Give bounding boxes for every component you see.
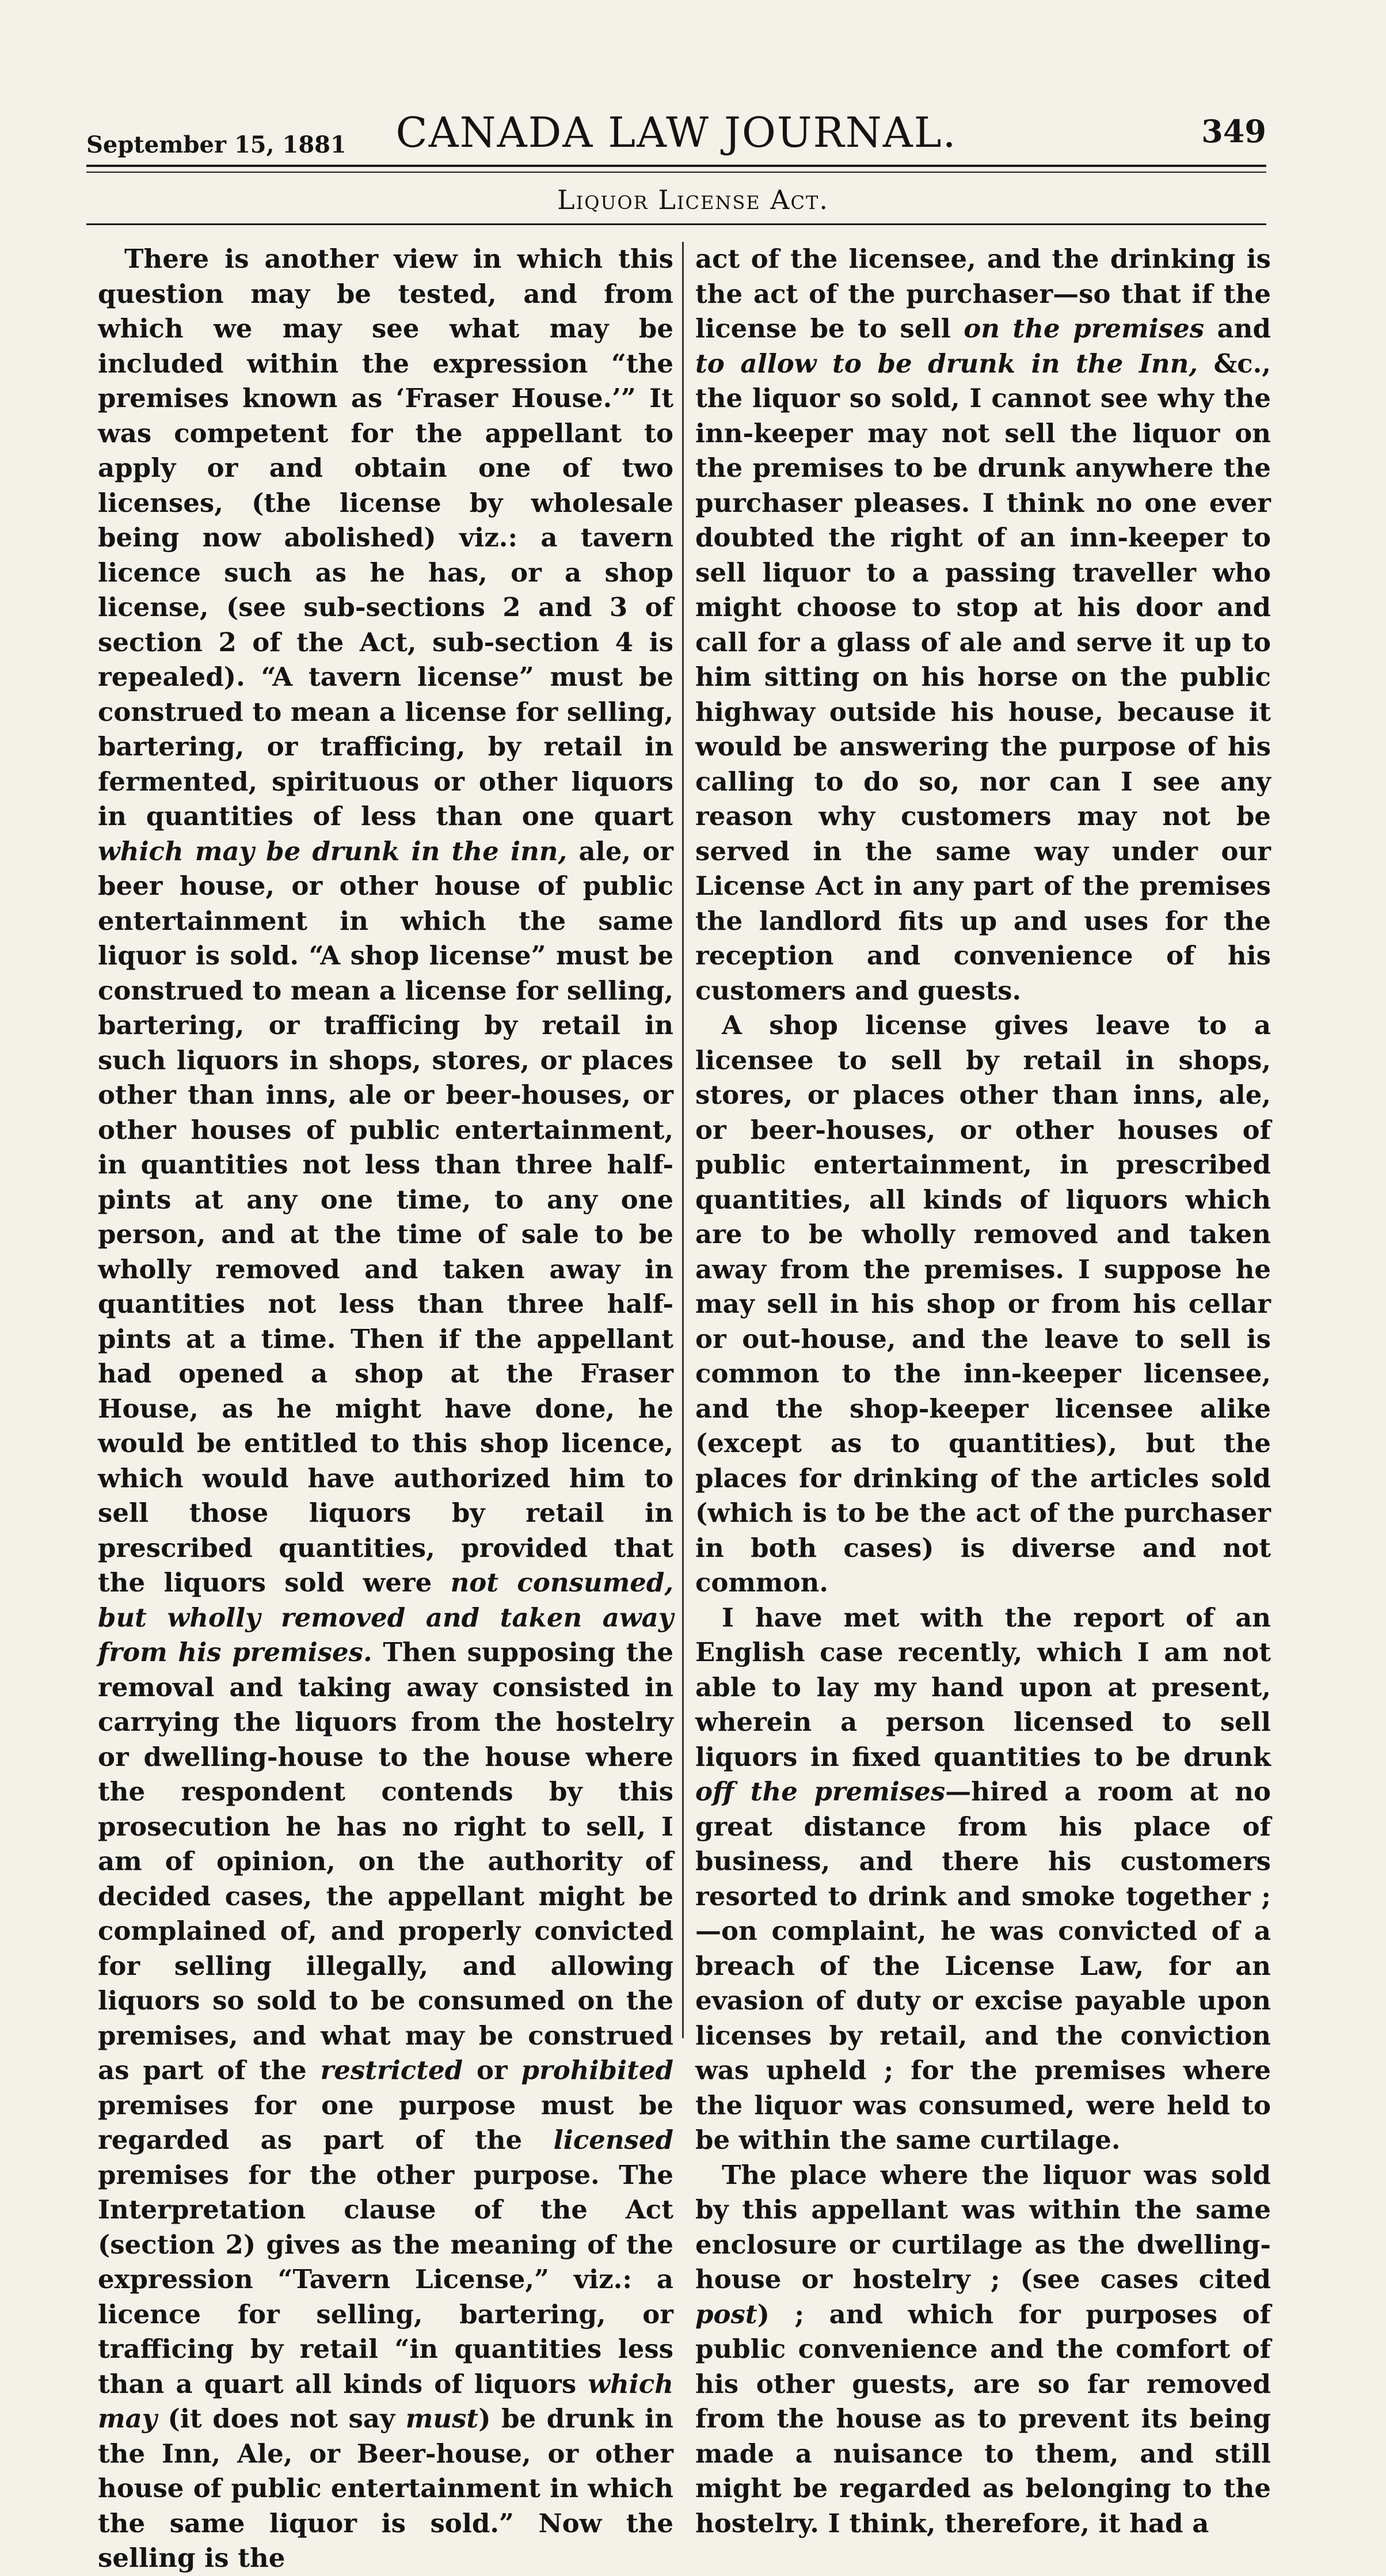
journal-title: CANADA LAW JOURNAL.: [395, 108, 957, 157]
section-title: Liquor License Act.: [557, 184, 829, 215]
text-run: Then supposing the removal and taking away consisted in carrying the liquors from the hostelry or dwelling-house to the house where the respondent contends by this prosecution he has no right to sell, I am of opinion, on the authority of decided cases, the appellant might be complained of, and properly convicted for selling illegally, and allowing liquors so sold to be consumed on the premises, and what may be construed as part of the: [98, 1637, 674, 2085]
right-paragraph-2: A shop license gives leave to a licensee to sell by retail in shops, stores, or places other than inns, ale, or beer-houses, or other houses of public entertainment, in prescribed quantities, all kinds of liquors which are to be wholly removed and taken away from the premises. I suppose he may sell in his shop or from his cellar or out-house, and the leave to sell is common to the inn-keeper licensee, and the shop-keeper licensee alike (except as to quantities), but the places for drinking of the articles sold (which is to be the act of the purchaser in both cases) is diverse and not common.: [695, 1010, 1271, 1598]
italic-run: licensed: [553, 2125, 673, 2155]
right-paragraph-3: [695, 1601, 1271, 2158]
text-run: or: [463, 2055, 521, 2085]
issue-date: September 15, 1881: [86, 131, 346, 158]
italic-run: to allow to be drunk in the Inn,: [695, 348, 1198, 379]
italic-run: must: [405, 2403, 479, 2434]
column-divider: [682, 242, 684, 2038]
text-run: act of the licensee, and the drinking is the act of the purchaser—so that if the license be to sell: [695, 244, 1271, 344]
text-run: premises for the other purpose. The Interpretation clause of the Act (section 2) gives as the meaning of the expression “Tavern License,” viz.: a licence for selling, bartering, or trafficing by retail “in quantities less than a quart all kinds of liquors: [98, 2159, 673, 2399]
header-rule-top: [86, 165, 1266, 167]
left-column: [98, 242, 673, 2576]
italic-run: post: [695, 2298, 757, 2330]
text-run: and: [1204, 313, 1271, 344]
text-run: premises for one purpose must be regarded as part of the: [98, 2089, 673, 2155]
text-run: There is another view in which this question may be tested, and from which we may see what may be included within the expression “the premises known as ‘Fraser House.’” It was competent for the appellant to apply or and obtain one of two licenses, (the license by wholesale being now abolished) viz.: a tavern licence such as he has, or a shop license, (see sub-sections 2 and 3 of section 2 of the Act, sub-section 4 is repealed). “A tavern license” must be construed to mean a license for selling, bartering, or trafficing, by retail in fermented, spirituous or other liquors in quantities of less than one quart: [98, 244, 673, 831]
text-run: ale, or beer house, or other house of public entertainment in which the same liquor is sold. “A shop license” must be construed to mean a license for selling, bartering, or trafficing by retail in such liquors in shops, stores, or places other than inns, ale or beer-houses, or other houses of public entertainment, in quantities not less than three half-pints at any one time, to any one person, and at the time of sale to be wholly removed and taken away in quantities not less than three half-pints at a time. Then if the appellant had opened a shop at the Fraser House, as he might have done, he would be entitled to this shop licence, which would have authorized him to sell those liquors by retail in prescribed quantities, provided that the liquors sold were: [98, 835, 673, 1598]
header-rule-bottom: [86, 172, 1266, 173]
text-run: ) ; and which for purposes of public convenience and the comfort of his other guests, are so far removed from the house as to prevent its being made a nuisance to them, and still might be regarded as belonging to the hostelry. I think, therefore, it had a: [695, 2298, 1271, 2539]
text-run: —hired a room at no great distance from his place of business, and there his customers resorted to drink and smoke together ;—on complaint, he was convicted of a breach of the License Law, for an evasion of duty or excise payable upon licenses by retail, and the conviction was upheld ; for the premises where the liquor was consumed, were held to be within the same curtilage.: [695, 1776, 1271, 2155]
italic-run: restricted: [320, 2055, 463, 2085]
right-column: [695, 242, 1271, 2541]
italic-run: off the premises: [695, 1776, 946, 1807]
italic-run: on the premises: [964, 313, 1205, 344]
italic-run: prohibited: [521, 2055, 673, 2085]
page-number: 349: [1201, 113, 1266, 150]
running-head: [86, 108, 1266, 172]
left-paragraph-1: [98, 242, 673, 2576]
text-run: &c., the liquor so sold, I cannot see why the inn-keeper may not sell the liquor on the premises to be drunk anywhere the purchaser pleases. I think no one ever doubted the right of an inn-keeper to sell liquor to a passing traveller who might choose to stop at his door and call for a glass of ale and serve it up to him sitting on his horse on the public highway outside his house, because it would be answering the purpose of his calling to do so, nor can I see any reason why customers may not be served in the same way under our License Act in any part of the premises the landlord fits up and uses for the reception and convenience of his customers and guests.: [695, 348, 1271, 1006]
section-rule: [86, 223, 1266, 225]
text-run: The place where the liquor was sold by this appellant was within the same enclosure or curtilage as the dwelling-house or hostelry ; (see cases cited: [695, 2159, 1271, 2294]
italic-run: not consumed, but wholly removed and taken away from his premises.: [98, 1567, 673, 1667]
text-run: ) be drunk in the Inn, Ale, or Beer-house, or other house of public entertainment in which the same liquor is sold.” Now the selling is the: [98, 2403, 673, 2573]
text-run: (it does not say: [157, 2403, 406, 2434]
right-paragraph-1: [695, 242, 1271, 1008]
italic-run: which may: [98, 2368, 673, 2434]
right-paragraph-4: [695, 2158, 1271, 2541]
italic-run: which may be drunk in the inn,: [98, 835, 568, 867]
text-run: I have met with the report of an English case recently, which I am not able to lay my hand upon at present, wherein a person licensed to sell liquors in fixed quantities to be drunk: [695, 1602, 1271, 1772]
